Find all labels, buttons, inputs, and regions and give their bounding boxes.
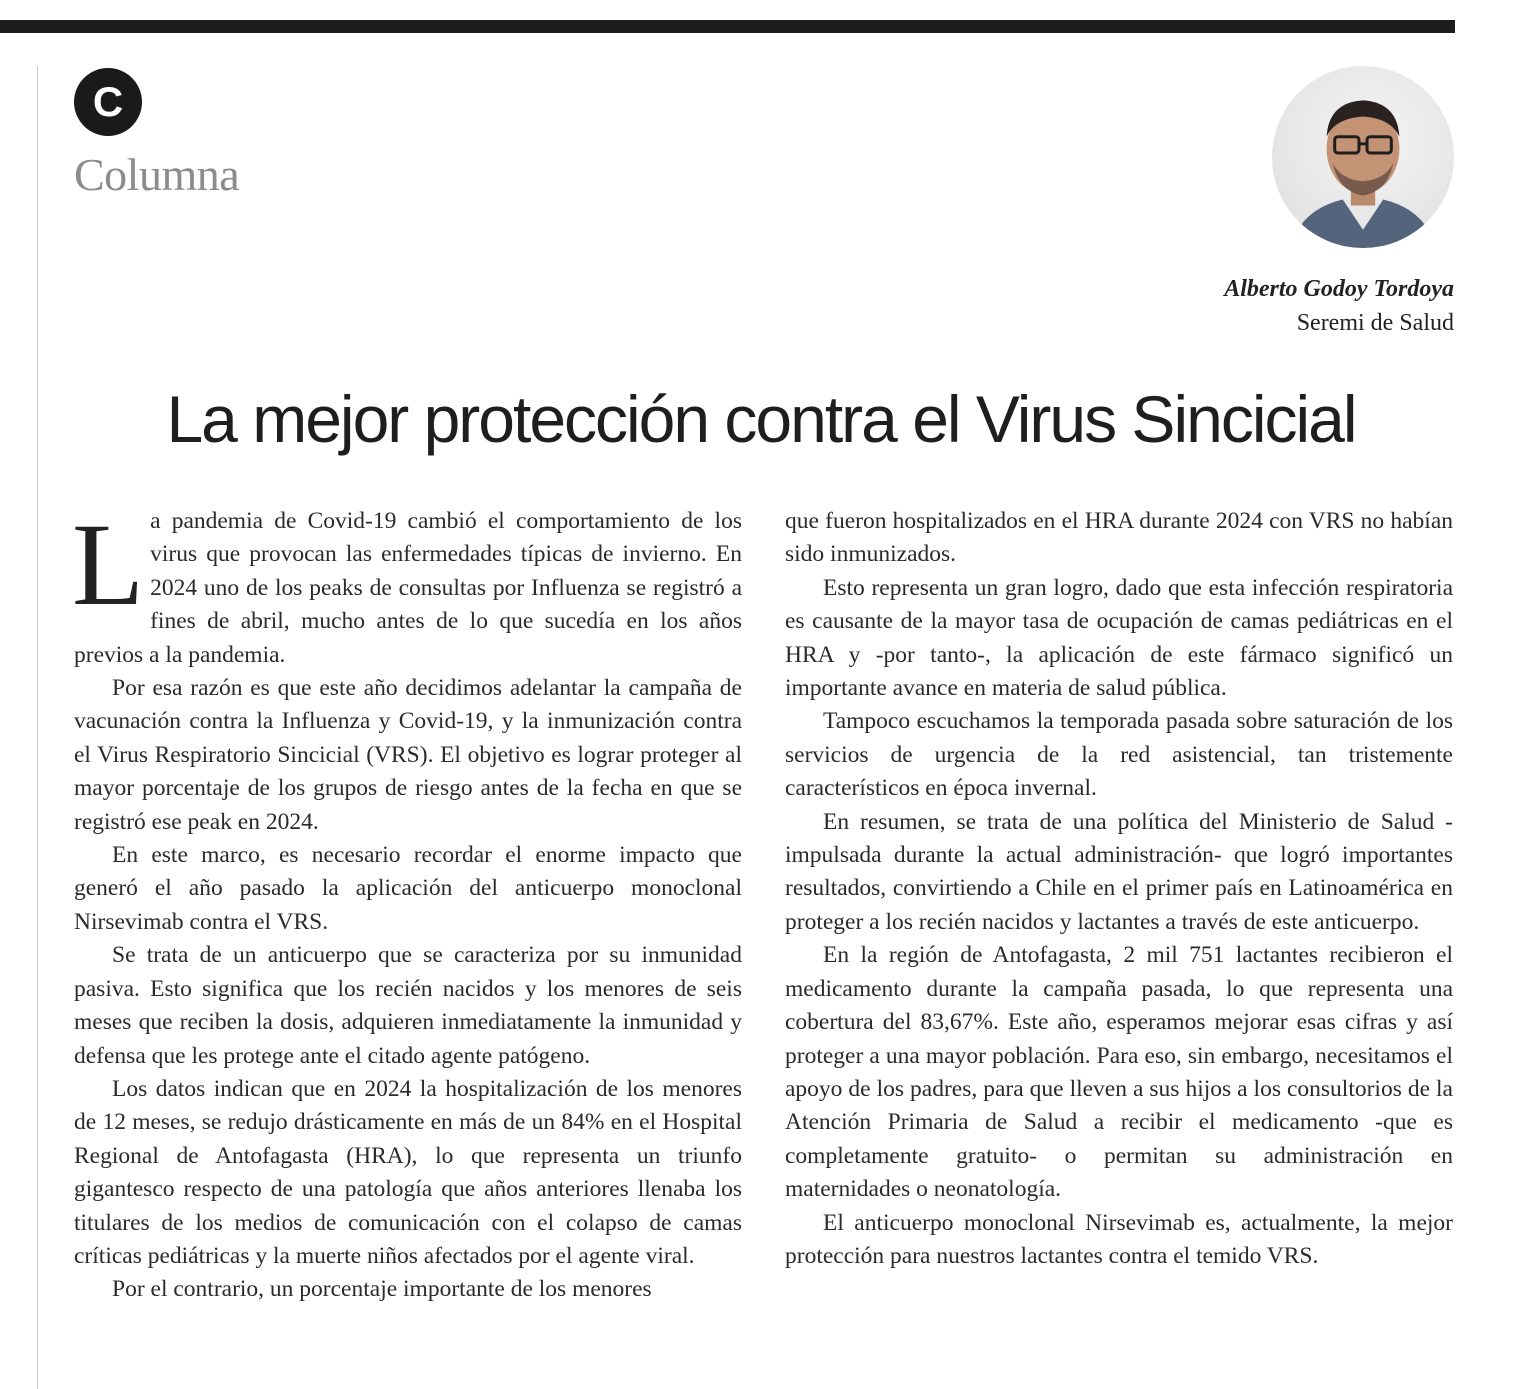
paragraph: Tampoco escuchamos la temporada pasada sobre saturación de los servicios de urgencia de la red asistencial, tan tristemente característicos en época invernal. [785, 708, 1453, 802]
author-role: Seremi de Salud [1296, 310, 1454, 336]
paragraph: Los datos indican que en 2024 la hospitalización de los menores de 12 meses, se redujo drásticamente en más de un 84% en el Hospital Regional de Antofagasta (HRA), lo que representa un triunfo gigantesco respecto de una patología que años anteriores llenaba los titulares de los medios de comunicación con el colapso de camas críticas pediátricas y la muerte niños afectados por el agente viral. [74, 1075, 742, 1269]
side-rule [37, 66, 38, 1389]
section-badge: C [74, 68, 142, 136]
paragraph: Se trata de un anticuerpo que se caracteriza por su inmunidad pasiva. Esto significa que los recién nacidos y los menores de seis meses que reciben la dosis, adquieren inmediatamente la inmunidad y defensa que les protege ante el citado agente patógeno. [74, 942, 742, 1069]
drop-cap: L [72, 499, 145, 630]
paragraph-text: a pandemia de Covid-19 cambió el comportamiento de los virus que provocan las enfermedades típicas de invierno. En 2024 uno de los peaks de consultas por Influenza se registró a fines de abril, mucho antes de lo que sucedía en los años previos a la pandemia. [74, 508, 742, 668]
paragraph: Por esa razón es que este año decidimos adelantar la campaña de vacunación contra la Influenza y Covid-19, y la inmunización contra el Virus Respiratorio Sincicial (VRS). El objetivo es lograr proteger al mayor porcentaje de los grupos de riesgo antes de la fecha en que se registró ese peak en 2024. [74, 675, 742, 835]
headline: La mejor protección contra el Virus Sincicial [166, 382, 1356, 456]
section-label: Columna [74, 149, 240, 200]
paragraph: El anticuerpo monoclonal Nirsevimab es, actualmente, la mejor protección para nuestros lactantes contra el temido VRS. [785, 1209, 1453, 1269]
paragraph: Esto representa un gran logro, dado que esta infección respiratoria es causante de la mayor tasa de ocupación de camas pediátricas en el HRA y -por tanto-, la aplicación de este fármaco significó un importante avance en materia de salud pública. [785, 574, 1453, 702]
author-name: Alberto Godoy Tordoya [1224, 276, 1454, 302]
article-column-left [72, 499, 742, 1307]
paragraph: En resumen, se trata de una política del Ministerio de Salud -impulsada durante la actual administración- que logró importantes resultados, convirtiendo a Chile en el primer país en Latinoamérica en proteger a los recién nacidos y lactantes a través de este anticuerpo. [785, 808, 1453, 935]
article-column-right [785, 505, 1453, 1273]
paragraph: En este marco, es necesario recordar el enorme impacto que generó el año pasado la aplicación del anticuerpo monoclonal Nirsevimab contra el VRS. [74, 842, 742, 935]
paragraph-continued: que fueron hospitalizados en el HRA durante 2024 con VRS no habían sido inmunizados. [785, 508, 1453, 568]
author-photo [1272, 66, 1454, 248]
top-rule [0, 20, 1455, 33]
paragraph: Por el contrario, un porcentaje importante de los menores [112, 1276, 652, 1303]
portrait-icon [1272, 66, 1454, 248]
paragraph [72, 499, 742, 672]
paragraph: En la región de Antofagasta, 2 mil 751 lactantes recibieron el medicamento durante la campaña pasada, lo que representa una cobertura del 83,67%. Este año, esperamos mejorar esas cifras y así proteger a una mayor población. Para eso, sin embargo, necesitamos el apoyo de los padres, para que lleven a sus hijos a los consultorios de la Atención Primaria de Salud a recibir el medicamento -que es completamente gratuito- o permitan su administración en maternidades o neonatología. [785, 942, 1453, 1203]
